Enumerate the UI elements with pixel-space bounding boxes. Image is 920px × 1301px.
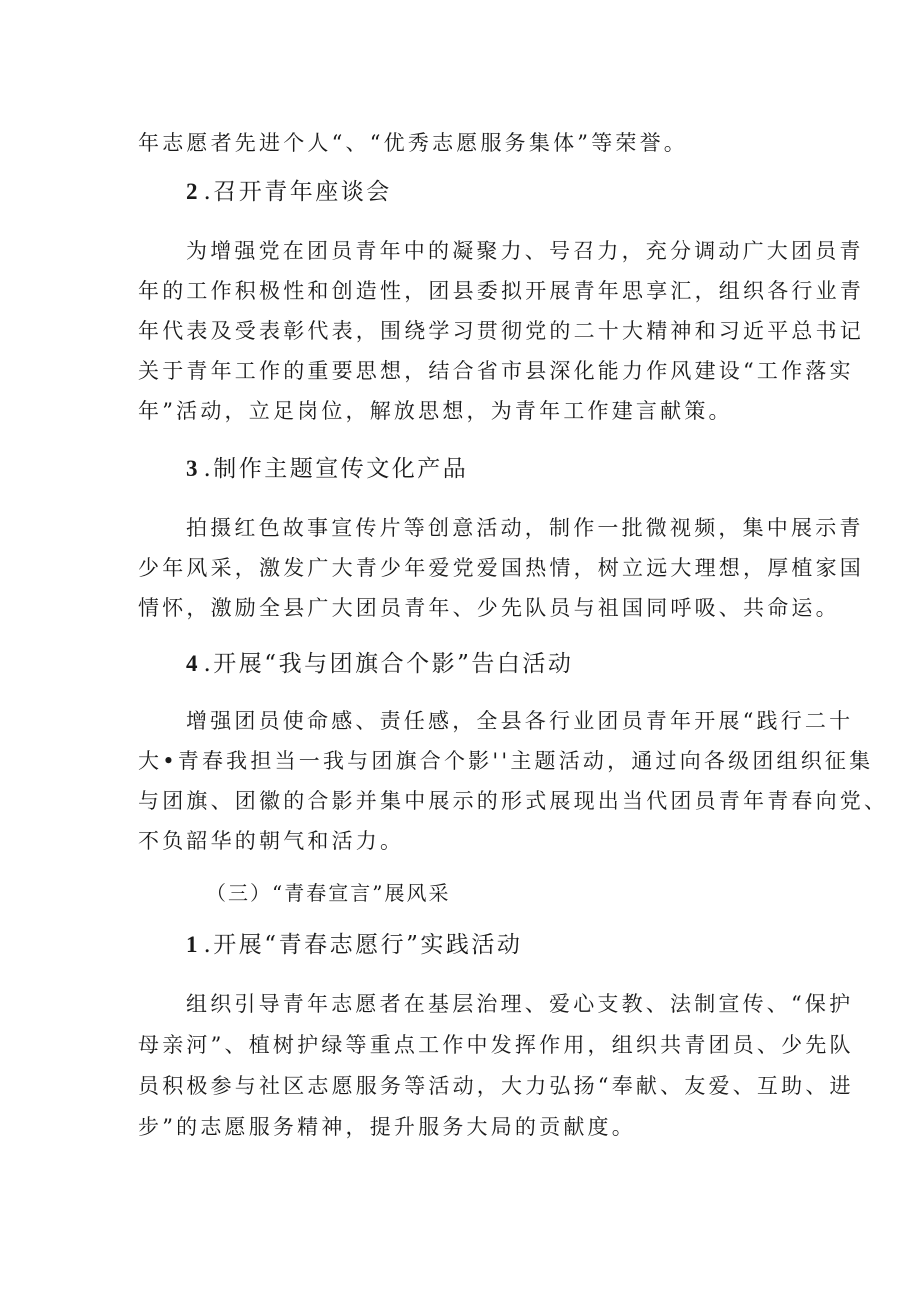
paragraph-line: 组织引导青年志愿者在基层治理、爱心支教、法制宣传、“保护 (186, 992, 854, 1016)
heading-text: .开展“我与团旗合个影”告白活动 (203, 651, 574, 677)
paragraph-line: 年”活动，立足岗位，解放思想，为青年工作建言献策。 (138, 399, 733, 423)
paragraph-line: 员积极参与社区志愿服务等活动，大力弘扬“奉献、友爱、互助、进 (138, 1074, 854, 1098)
paragraph-line: 少年风采，激发广大青少年爱党爱国热情，树立远大理想，厚植家国 (138, 556, 864, 580)
heading-number: 1 (186, 932, 198, 957)
paragraph-line: 母亲河”、植树护绿等重点工作中发挥作用，组织共青团员、少先队 (138, 1033, 854, 1057)
paragraph-line: 大•青春我担当一我与团旗合个影''主题活动，通过向各级团组织征集 (138, 749, 874, 773)
paragraph-line: 与团旗、团徽的合影并集中展示的形式展现出当代团员青年青春向党、 (138, 789, 889, 813)
paragraph-line: 拍摄红色故事宣传片等创意活动，制作一批微视频，集中展示青 (186, 516, 864, 540)
heading-text: .制作主题宣传文化产品 (203, 456, 469, 482)
heading-4 (186, 648, 573, 680)
paragraph-line: 不负韶华的朝气和活力。 (138, 829, 405, 853)
heading-2 (186, 176, 392, 208)
paragraph-line: 步”的志愿服务精神，提升服务大局的贡献度。 (138, 1115, 636, 1139)
heading-text: .开展“青春志愿行”实践活动 (203, 932, 523, 958)
heading-number: 3 (186, 456, 198, 481)
paragraph-line: 年志愿者先进个人“、“优秀志愿服务集体”等荣誉。 (138, 131, 689, 155)
heading-number: 2 (186, 179, 198, 204)
heading-3 (186, 453, 468, 485)
heading-1 (186, 929, 522, 961)
heading-number: 4 (186, 651, 198, 676)
paragraph-line: 情怀，激励全县广大团员青年、少先队员与祖国同呼吸、共命运。 (138, 596, 840, 620)
paragraph-line: 年代表及受表彰代表，围绕学习贯彻党的二十大精神和习近平总书记 (138, 319, 864, 343)
paragraph-line: 增强团员使命感、责任感，全县各行业团员青年开展“践行二十 (186, 709, 854, 733)
section-heading: （三）“青春宣言”展风采 (206, 881, 451, 905)
paragraph-line: 年的工作积极性和创造性，团县委拟开展青年思享汇，组织各行业青 (138, 279, 864, 303)
paragraph-line: 为增强党在团员青年中的凝聚力、号召力，充分调动广大团员青 (186, 239, 864, 263)
heading-text: .召开青年座谈会 (203, 179, 392, 205)
paragraph-line: 关于青年工作的重要思想，结合省市县深化能力作风建设“工作落实 (138, 359, 854, 383)
